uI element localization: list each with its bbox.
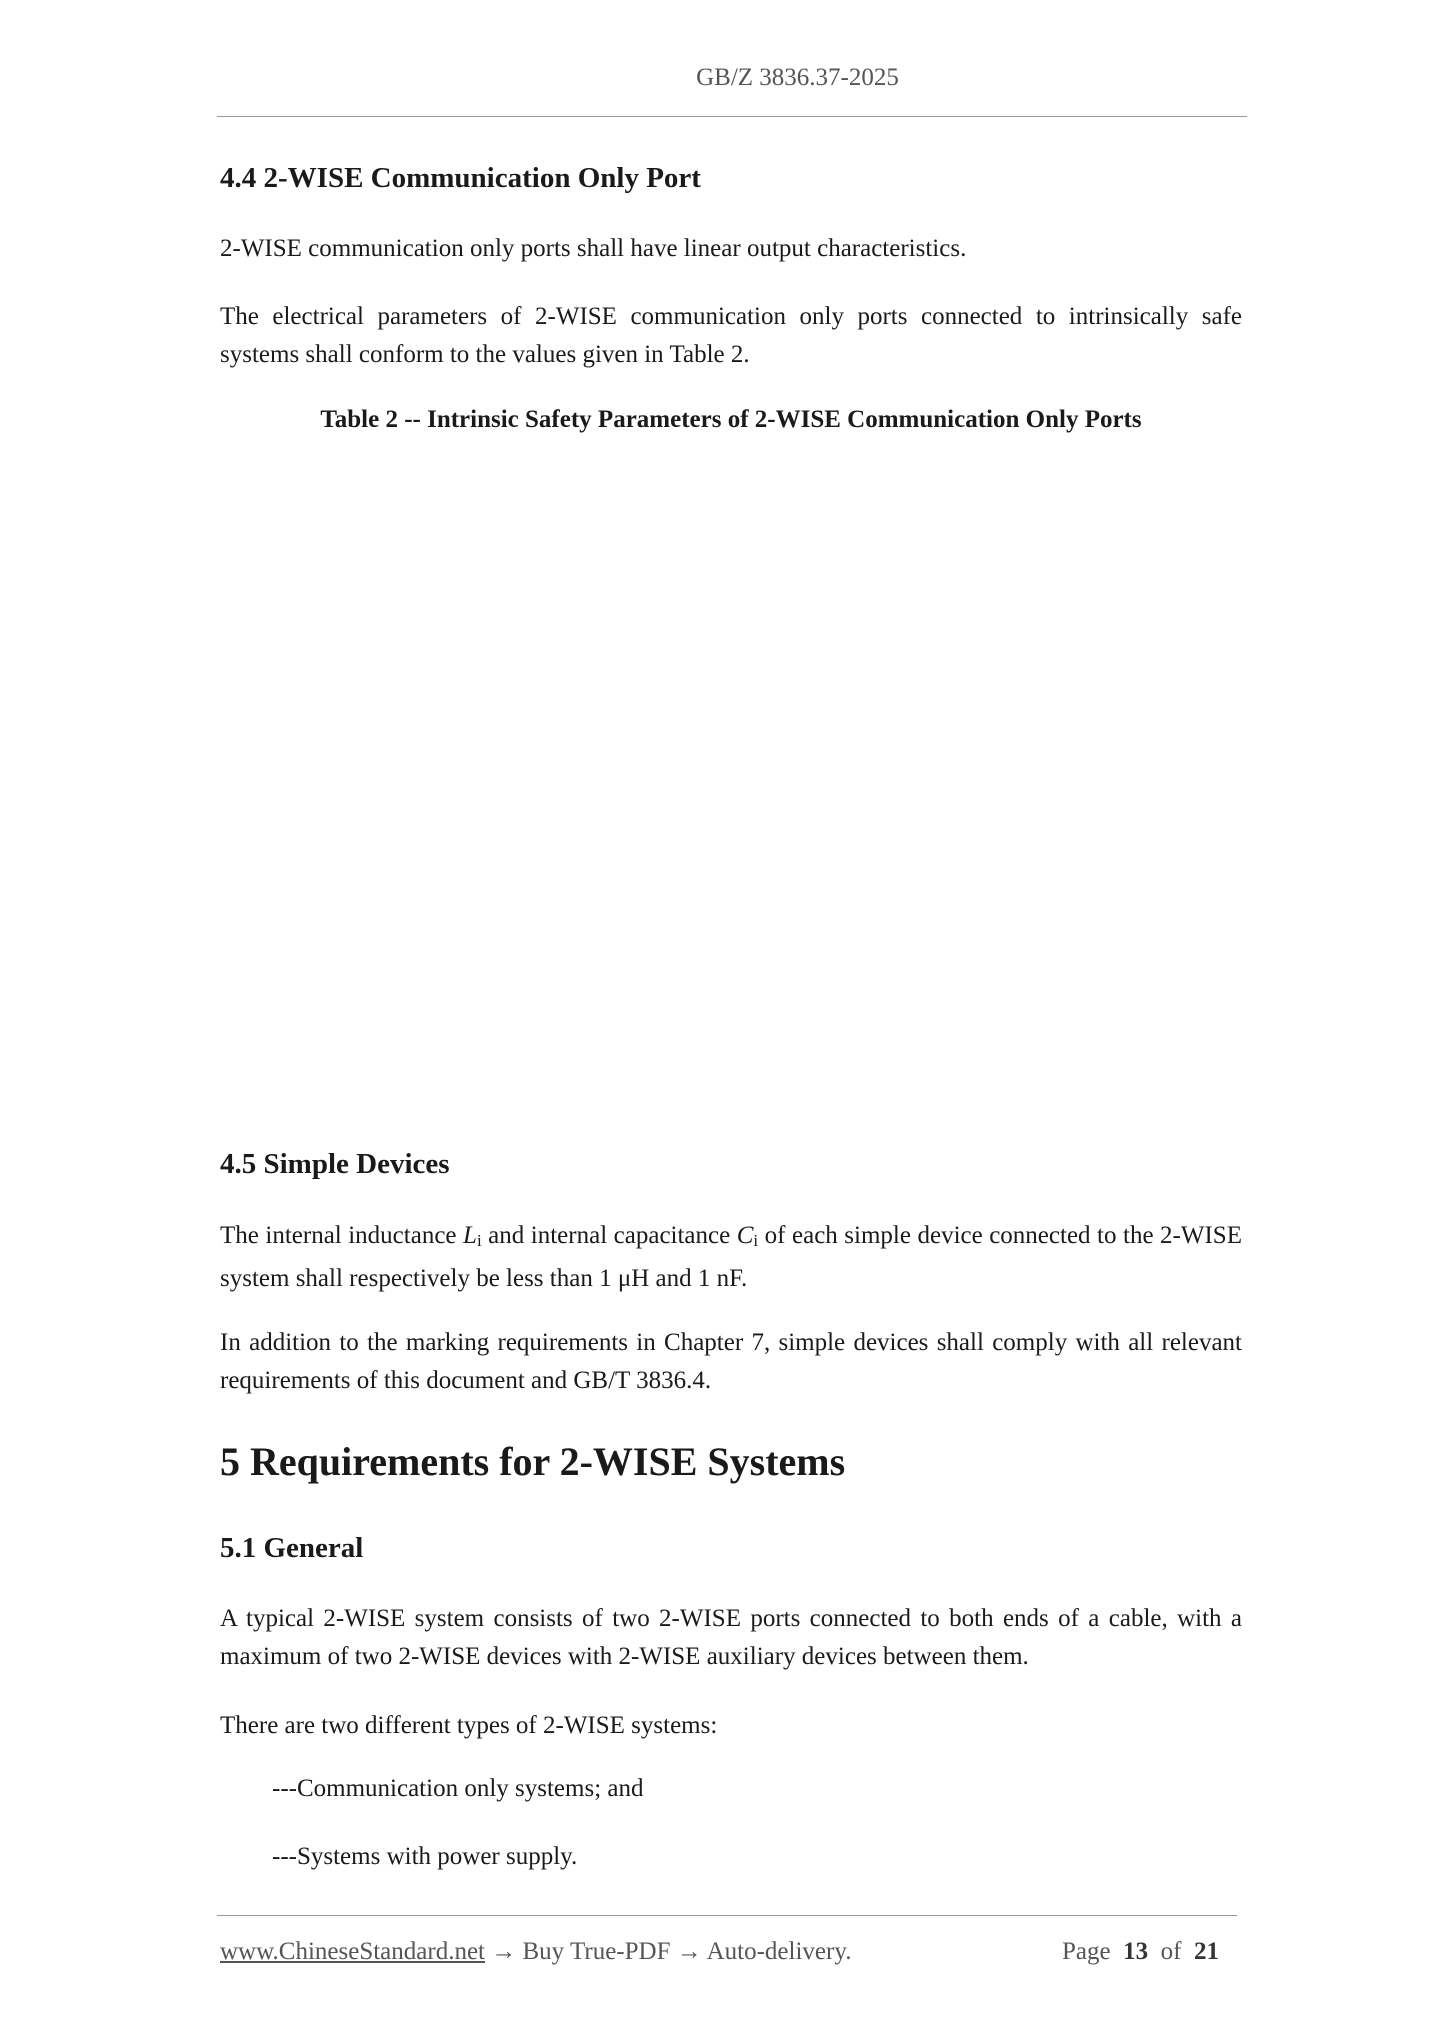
section-5-1-paragraph-2: There are two different types of 2-WISE systems: xyxy=(220,1712,718,1739)
section-4-5-heading: 4.5 Simple Devices xyxy=(220,1148,450,1180)
table-2-caption: Table 2 -- Intrinsic Safety Parameters of 2-WISE Communication Only Ports xyxy=(320,406,1142,433)
chapter-5-heading: 5 Requirements for 2-WISE Systems xyxy=(220,1439,846,1484)
section-5-1-heading: 5.1 General xyxy=(220,1532,364,1564)
section-5-1-paragraph-1: A typical 2-WISE system consists of two 2-WISE ports connected to both ends of a cable, with a maximum of two 2-WISE devices with 2-WISE auxiliary devices between them. xyxy=(220,1605,1242,1670)
header-divider xyxy=(217,116,1247,117)
section-4-4-paragraph-1: 2-WISE communication only ports shall have linear output characteristics. xyxy=(220,235,967,262)
document-code-header: GB/Z 3836.37-2025 xyxy=(696,64,899,91)
footer-promo: www.ChineseStandard.net → Buy True-PDF → Auto-delivery. xyxy=(220,1938,852,1965)
chinese-standard-link[interactable]: www.ChineseStandard.net xyxy=(220,1938,485,1965)
list-item: ---Communication only systems; and xyxy=(272,1775,644,1802)
section-4-5-paragraph-2: In addition to the marking requirements in Chapter 7, simple devices shall comply with all relevant requirements of this document and GB/T 3836.4. xyxy=(220,1329,1242,1394)
page-number: Page 13 of 21 xyxy=(1062,1938,1219,1965)
section-4-4-paragraph-2: The electrical parameters of 2-WISE communication only ports connected to intrinsically safe systems shall conform to the values given in Table 2. xyxy=(220,303,1242,368)
section-4-4-heading: 4.4 2-WISE Communication Only Port xyxy=(220,162,701,194)
section-4-5-paragraph-1: The internal inductance Li and internal capacitance Ci of each simple device connected to the 2-WISE system shall respectively be less than 1 μH and 1 nF. xyxy=(220,1222,1242,1292)
footer-divider xyxy=(217,1915,1237,1916)
list-item: ---Systems with power supply. xyxy=(272,1843,578,1870)
